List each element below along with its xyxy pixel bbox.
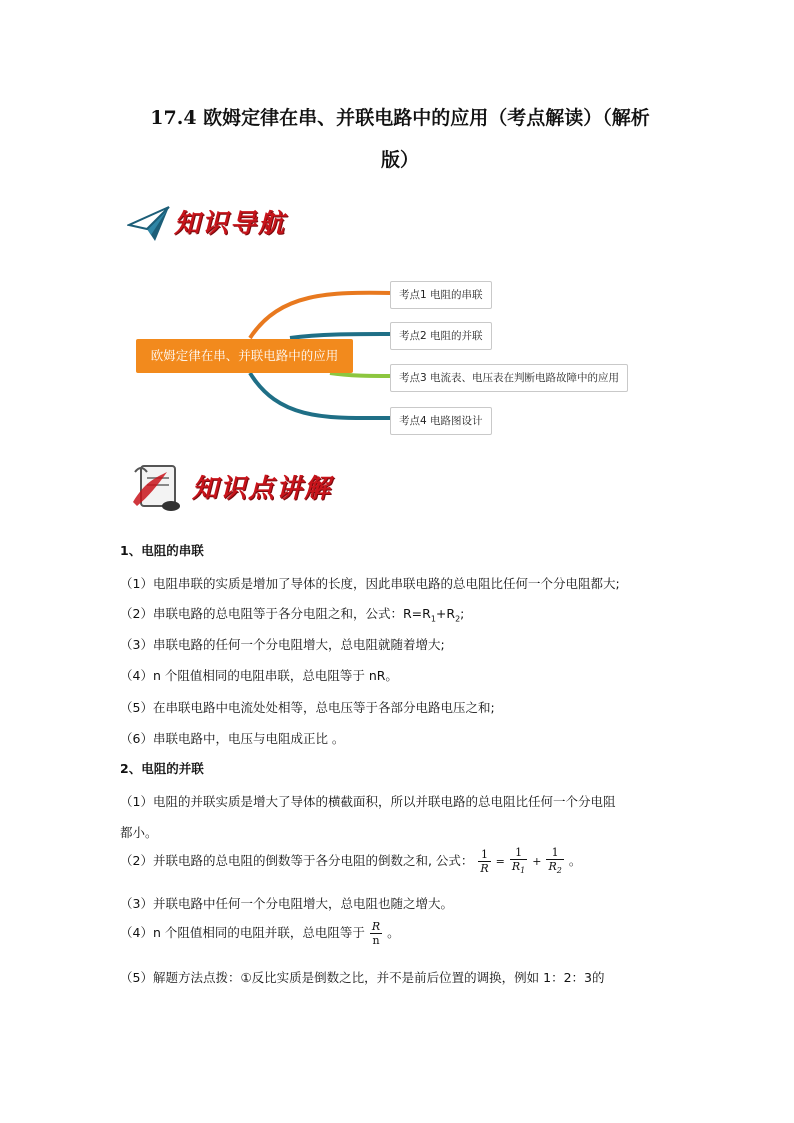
mindmap-node-4: 考点4 电路图设计 bbox=[390, 407, 492, 435]
list-item: （5）解题方法点拨：①反比实质是倒数之比，并不是前后位置的调换，例如 1：2：3的 bbox=[120, 970, 605, 985]
list-item: （6）串联电路中，电压与电阻成正比 。 bbox=[120, 731, 345, 746]
scroll-quill-icon bbox=[127, 462, 187, 514]
list-item: （1）电阻的并联实质是增大了导体的横截面积，所以并联电路的总电阻比任何一个分电阻 bbox=[120, 794, 616, 809]
knowledge-navigation-banner: 知识导航 bbox=[174, 209, 287, 239]
fraction-R-over-n: $\frac{R}{n}$ bbox=[371, 920, 381, 947]
section-heading-parallel: 2、电阻的并联 bbox=[120, 761, 204, 776]
list-item-continued: 都小。 bbox=[120, 825, 158, 840]
paper-plane-icon bbox=[127, 205, 171, 243]
list-item-formula: （2）并联电路的总电阻的倒数等于各分电阻的倒数之和, 公式： $\frac{1}{R}$ = $\frac{1}{R_1}$ + $\frac{1}{R_2}$ 。 bbox=[120, 846, 582, 876]
mindmap-node-2: 考点2 电阻的并联 bbox=[390, 322, 492, 350]
fraction-1-over-R2: $\frac{1}{R_2}$ bbox=[548, 846, 562, 876]
list-item-formula: （2）串联电路的总电阻等于各分电阻之和，公式：$R=R_1+R_2$; bbox=[120, 606, 465, 624]
page-title-continued: 版） bbox=[380, 149, 419, 171]
list-item: （1）电阻串联的实质是增加了导体的长度，因此串联电路的总电阻比任何一个分电阻都大; bbox=[120, 576, 620, 591]
mindmap-central-topic: 欧姆定律在串、并联电路中的应用 bbox=[136, 339, 353, 373]
list-item: （5）在串联电路中电流处处相等，总电压等于各部分电路电压之和; bbox=[120, 700, 495, 715]
fraction-1-over-R: $\frac{1}{R}$ bbox=[480, 848, 489, 876]
list-item: （3）并联电路中任何一个分电阻增大，总电阻也随之增大。 bbox=[120, 896, 453, 911]
mindmap-node-1: 考点1 电阻的串联 bbox=[390, 281, 492, 309]
list-item-formula: （4）n 个阻值相同的电阻并联，总电阻等于 $\frac{R}{n}$ 。 bbox=[120, 920, 400, 947]
list-item: （3）串联电路的任何一个分电阻增大，总电阻就随着增大; bbox=[120, 637, 445, 652]
knowledge-explanation-banner: 知识点讲解 bbox=[192, 474, 333, 504]
list-item: （4）n 个阻值相同的电阻串联，总电阻等于 nR。 bbox=[120, 668, 398, 683]
fraction-1-over-R1: $\frac{1}{R_1}$ bbox=[511, 846, 526, 876]
section-heading-series: 1、电阻的串联 bbox=[120, 543, 204, 558]
mindmap-node-3: 考点3 电流表、电压表在判断电路故障中的应用 bbox=[390, 364, 628, 392]
page-title: 17.4 欧姆定律在串、并联电路中的应用（考点解读）（解析 bbox=[150, 107, 650, 129]
